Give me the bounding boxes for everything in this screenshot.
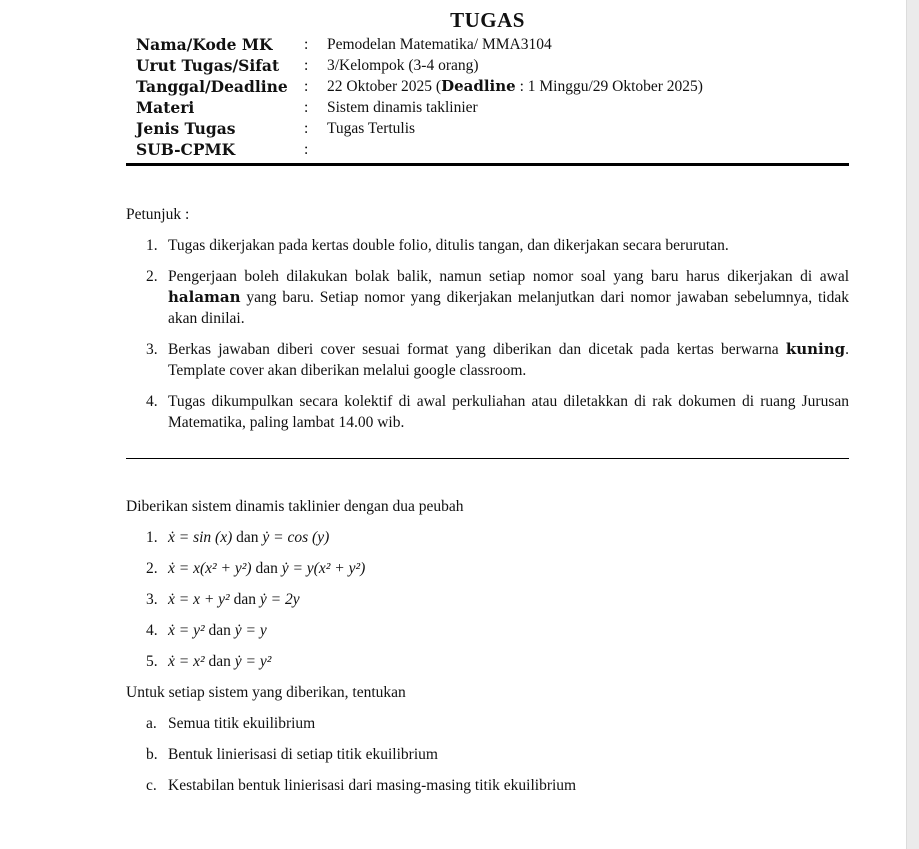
item-number: 2. <box>146 268 158 285</box>
meta-value: 3/Kelompok (3-4 orang) <box>327 57 479 74</box>
system-number: 5. <box>146 653 158 670</box>
task-letter: a. <box>146 715 157 732</box>
task-letter: c. <box>146 777 157 794</box>
meta-value: Tugas Tertulis <box>327 120 416 137</box>
meta-colon: : <box>304 141 309 158</box>
system-item <box>126 527 849 558</box>
item-bold-text: halaman <box>168 288 241 306</box>
equation-x: ẋ = y² <box>168 622 205 639</box>
list-item <box>126 266 849 329</box>
list-item <box>126 391 849 433</box>
instructions-heading: Petunjuk : <box>126 206 190 223</box>
item-text: Tugas dikerjakan pada kertas double folio, ditulis tangan, dan dikerjakan secara berurutan. <box>168 237 729 254</box>
task-letter: b. <box>146 746 158 763</box>
course-info-table <box>136 34 849 160</box>
system-item <box>126 558 849 589</box>
connector-text: dan <box>255 560 278 577</box>
system-number: 4. <box>146 622 158 639</box>
system-item <box>126 651 849 682</box>
equation-x: ẋ = sin (x) <box>168 529 233 546</box>
system-number: 1. <box>146 529 158 546</box>
meta-value: Pemodelan Matematika/ MMA3104 <box>327 36 552 53</box>
meta-colon: : <box>304 78 309 95</box>
document-page <box>126 0 849 796</box>
meta-value <box>327 76 849 97</box>
list-item <box>126 235 849 256</box>
connector-text: dan <box>236 529 259 546</box>
header-divider <box>126 163 849 166</box>
meta-colon: : <box>304 36 309 53</box>
task-item <box>126 775 849 796</box>
meta-value: Sistem dinamis taklinier <box>327 99 478 116</box>
tasks-list <box>126 713 849 796</box>
meta-colon: : <box>304 57 309 74</box>
meta-row-course <box>136 34 849 55</box>
scrollbar-track[interactable] <box>906 0 919 849</box>
task-intro: Untuk setiap sistem yang diberikan, tentukan <box>126 684 406 701</box>
systems-list <box>126 527 849 682</box>
date-text: 22 Oktober 2025 ( <box>327 78 442 95</box>
meta-row-type <box>136 118 849 139</box>
equation-x: ẋ = x + y² <box>168 591 230 608</box>
meta-colon: : <box>304 99 309 116</box>
meta-label: Urut Tugas/Sifat <box>136 56 280 75</box>
system-item <box>126 620 849 651</box>
equation-x: ẋ = x² <box>168 653 205 670</box>
connector-text: dan <box>208 622 231 639</box>
meta-row-date <box>136 76 849 97</box>
meta-colon: : <box>304 120 309 137</box>
meta-value <box>327 139 849 160</box>
deadline-text: : 1 Minggu/29 Oktober 2025) <box>515 78 703 95</box>
task-text: Kestabilan bentuk linierisasi dari masing-masing titik ekuilibrium <box>168 777 577 794</box>
system-number: 3. <box>146 591 158 608</box>
meta-label: Materi <box>136 98 195 117</box>
task-text: Bentuk linierisasi di setiap titik ekuilibrium <box>168 746 438 763</box>
equation-x: ẋ = x(x² + y²) <box>168 560 252 577</box>
meta-row-material <box>136 97 849 118</box>
item-number: 4. <box>146 393 158 410</box>
item-text: . Template cover akan diberikan melalui google classroom. <box>168 341 849 379</box>
task-item <box>126 713 849 734</box>
system-item <box>126 589 849 620</box>
item-text: Tugas dikumpulkan secara kolektif di awal perkuliahan atau diletakkan di rak dokumen di ruang Jurusan Matematika, paling lambat 14.00 wib. <box>168 393 849 431</box>
item-number: 1. <box>146 237 158 254</box>
equation-y: ẏ = 2y <box>259 591 300 608</box>
item-text: Pengerjaan boleh dilakukan bolak balik, namun setiap nomor soal yang baru harus dikerjakan di awal <box>168 268 849 285</box>
equation-y: ẏ = y(x² + y²) <box>281 560 366 577</box>
item-number: 3. <box>146 341 158 358</box>
meta-label: Nama/Kode MK <box>136 35 273 54</box>
equation-y: ẏ = cos (y) <box>262 529 330 546</box>
item-bold-text: kuning <box>785 340 846 358</box>
item-text: yang baru. Setiap nomor yang dikerjakan melanjutkan dari nomor jawaban sebelumnya, tidak akan dinilai. <box>168 289 849 327</box>
item-text: Berkas jawaban diberi cover sesuai format yang diberikan dan dicetak pada kertas berwarna <box>168 341 786 358</box>
system-number: 2. <box>146 560 158 577</box>
meta-label: SUB-CPMK <box>136 140 236 159</box>
meta-label: Tanggal/Deadline <box>136 77 288 96</box>
list-item <box>126 339 849 381</box>
problem-intro: Diberikan sistem dinamis taklinier dengan dua peubah <box>126 498 464 515</box>
page-title: TUGAS <box>450 8 525 32</box>
equation-y: ẏ = y <box>234 622 267 639</box>
instructions-list <box>126 235 849 433</box>
connector-text: dan <box>233 591 256 608</box>
task-item <box>126 744 849 765</box>
section-divider <box>126 458 849 459</box>
task-text: Semua titik ekuilibrium <box>168 715 316 732</box>
connector-text: dan <box>208 653 231 670</box>
meta-row-order <box>136 55 849 76</box>
meta-row-subcpmk <box>136 139 849 160</box>
deadline-label: Deadline <box>441 77 516 95</box>
meta-label: Jenis Tugas <box>136 119 236 138</box>
equation-y: ẏ = y² <box>234 653 272 670</box>
